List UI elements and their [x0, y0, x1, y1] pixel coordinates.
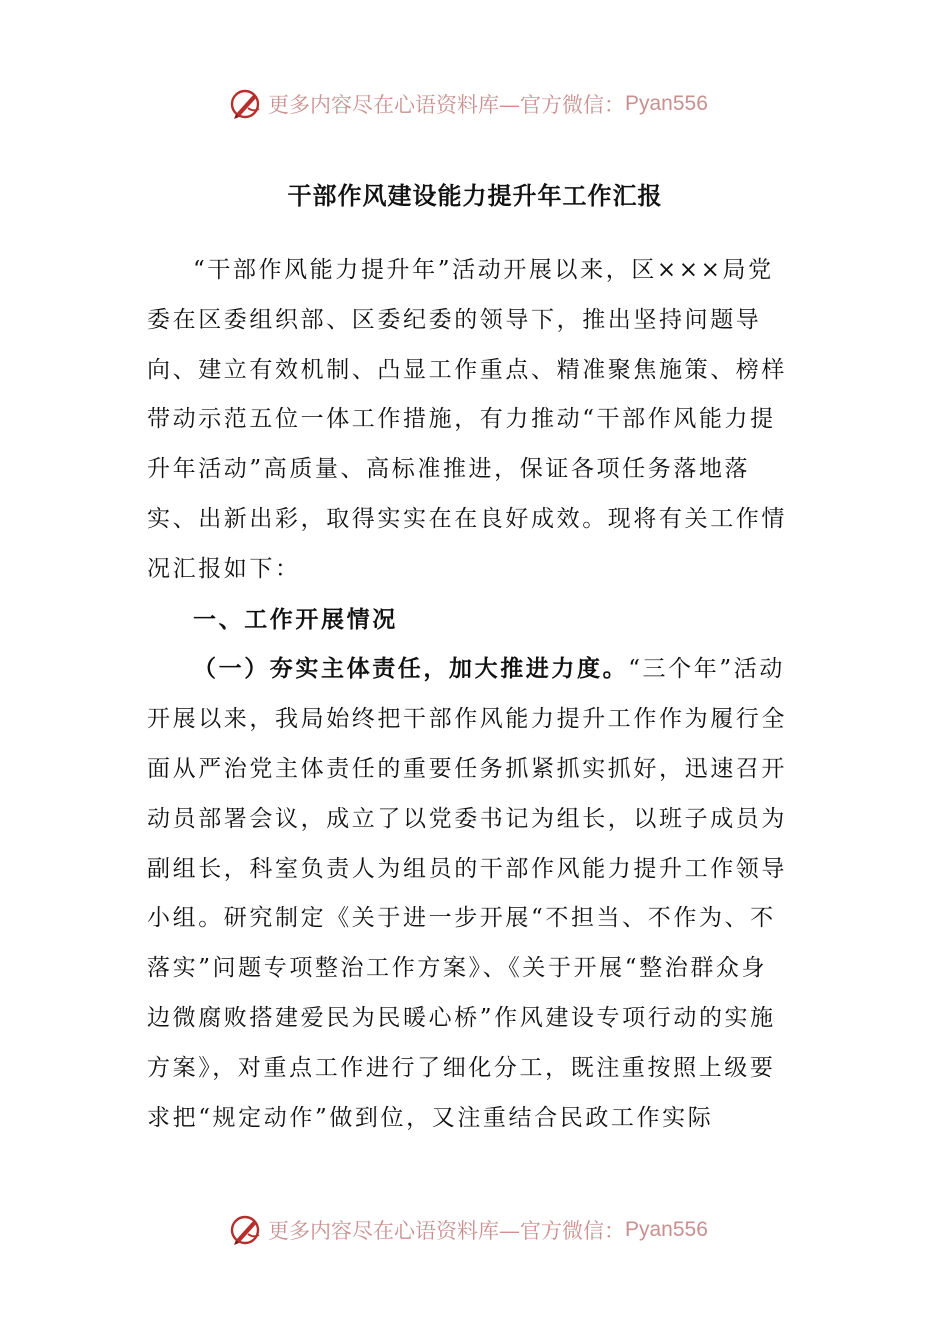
- watermark-banner-bottom: [228, 1210, 708, 1250]
- watermark-text: 更多内容尽在心语资料库—官方微信：: [268, 1219, 625, 1243]
- watermark-wechat-id: Pyan556: [625, 92, 708, 115]
- document-body: [147, 246, 787, 1143]
- document-title: 干部作风建设能力提升年工作汇报: [287, 181, 663, 210]
- watermark-wechat-id: Pyan556: [625, 1218, 708, 1241]
- watermark-banner-top: [228, 84, 708, 124]
- item-lead: （一）夯实主体责任，加大推进力度。: [193, 655, 629, 683]
- intro-paragraph: “干部作风能力提升年”活动开展以来，区×××局党委在区委组织部、区委纪委的领导下，推出坚持问题导向、建立有效机制、凸显工作重点、精准聚焦施策、榜样带动示范五位一体工作措施，有力推动“干部作风能力提升年活动”高质量、高标准推进，保证各项任务落地落实、出新出彩，取得实实在在良好成效。现将有关工作情况汇报如下：: [147, 257, 787, 582]
- item-body: “三个年”活动开展以来，我局始终把干部作风能力提升工作作为履行全面从严治党主体责任的重要任务抓紧抓实抓好，迅速召开动员部署会议，成立了以党委书记为组长，以班子成员为副组长，科室负责人为组员的干部作风能力提升工作领导小组。研究制定《关于进一步开展“不担当、不作为、不落实”问题专项整治工作方案》、《关于开展“整治群众身边微腐败搭建爱民为民暖心桥”作风建设专项行动的实施方案》，对重点工作进行了细化分工，既注重按照上级要求把“规定动作”做到位，又注重结合民政工作实际: [147, 656, 787, 1131]
- pen-logo-icon: [228, 1212, 264, 1248]
- section-heading: 一、工作开展情况: [193, 605, 398, 633]
- item-paragraph: [147, 644, 787, 1143]
- watermark-text: 更多内容尽在心语资料库—官方微信：: [268, 93, 625, 117]
- pen-logo-icon: [228, 86, 264, 122]
